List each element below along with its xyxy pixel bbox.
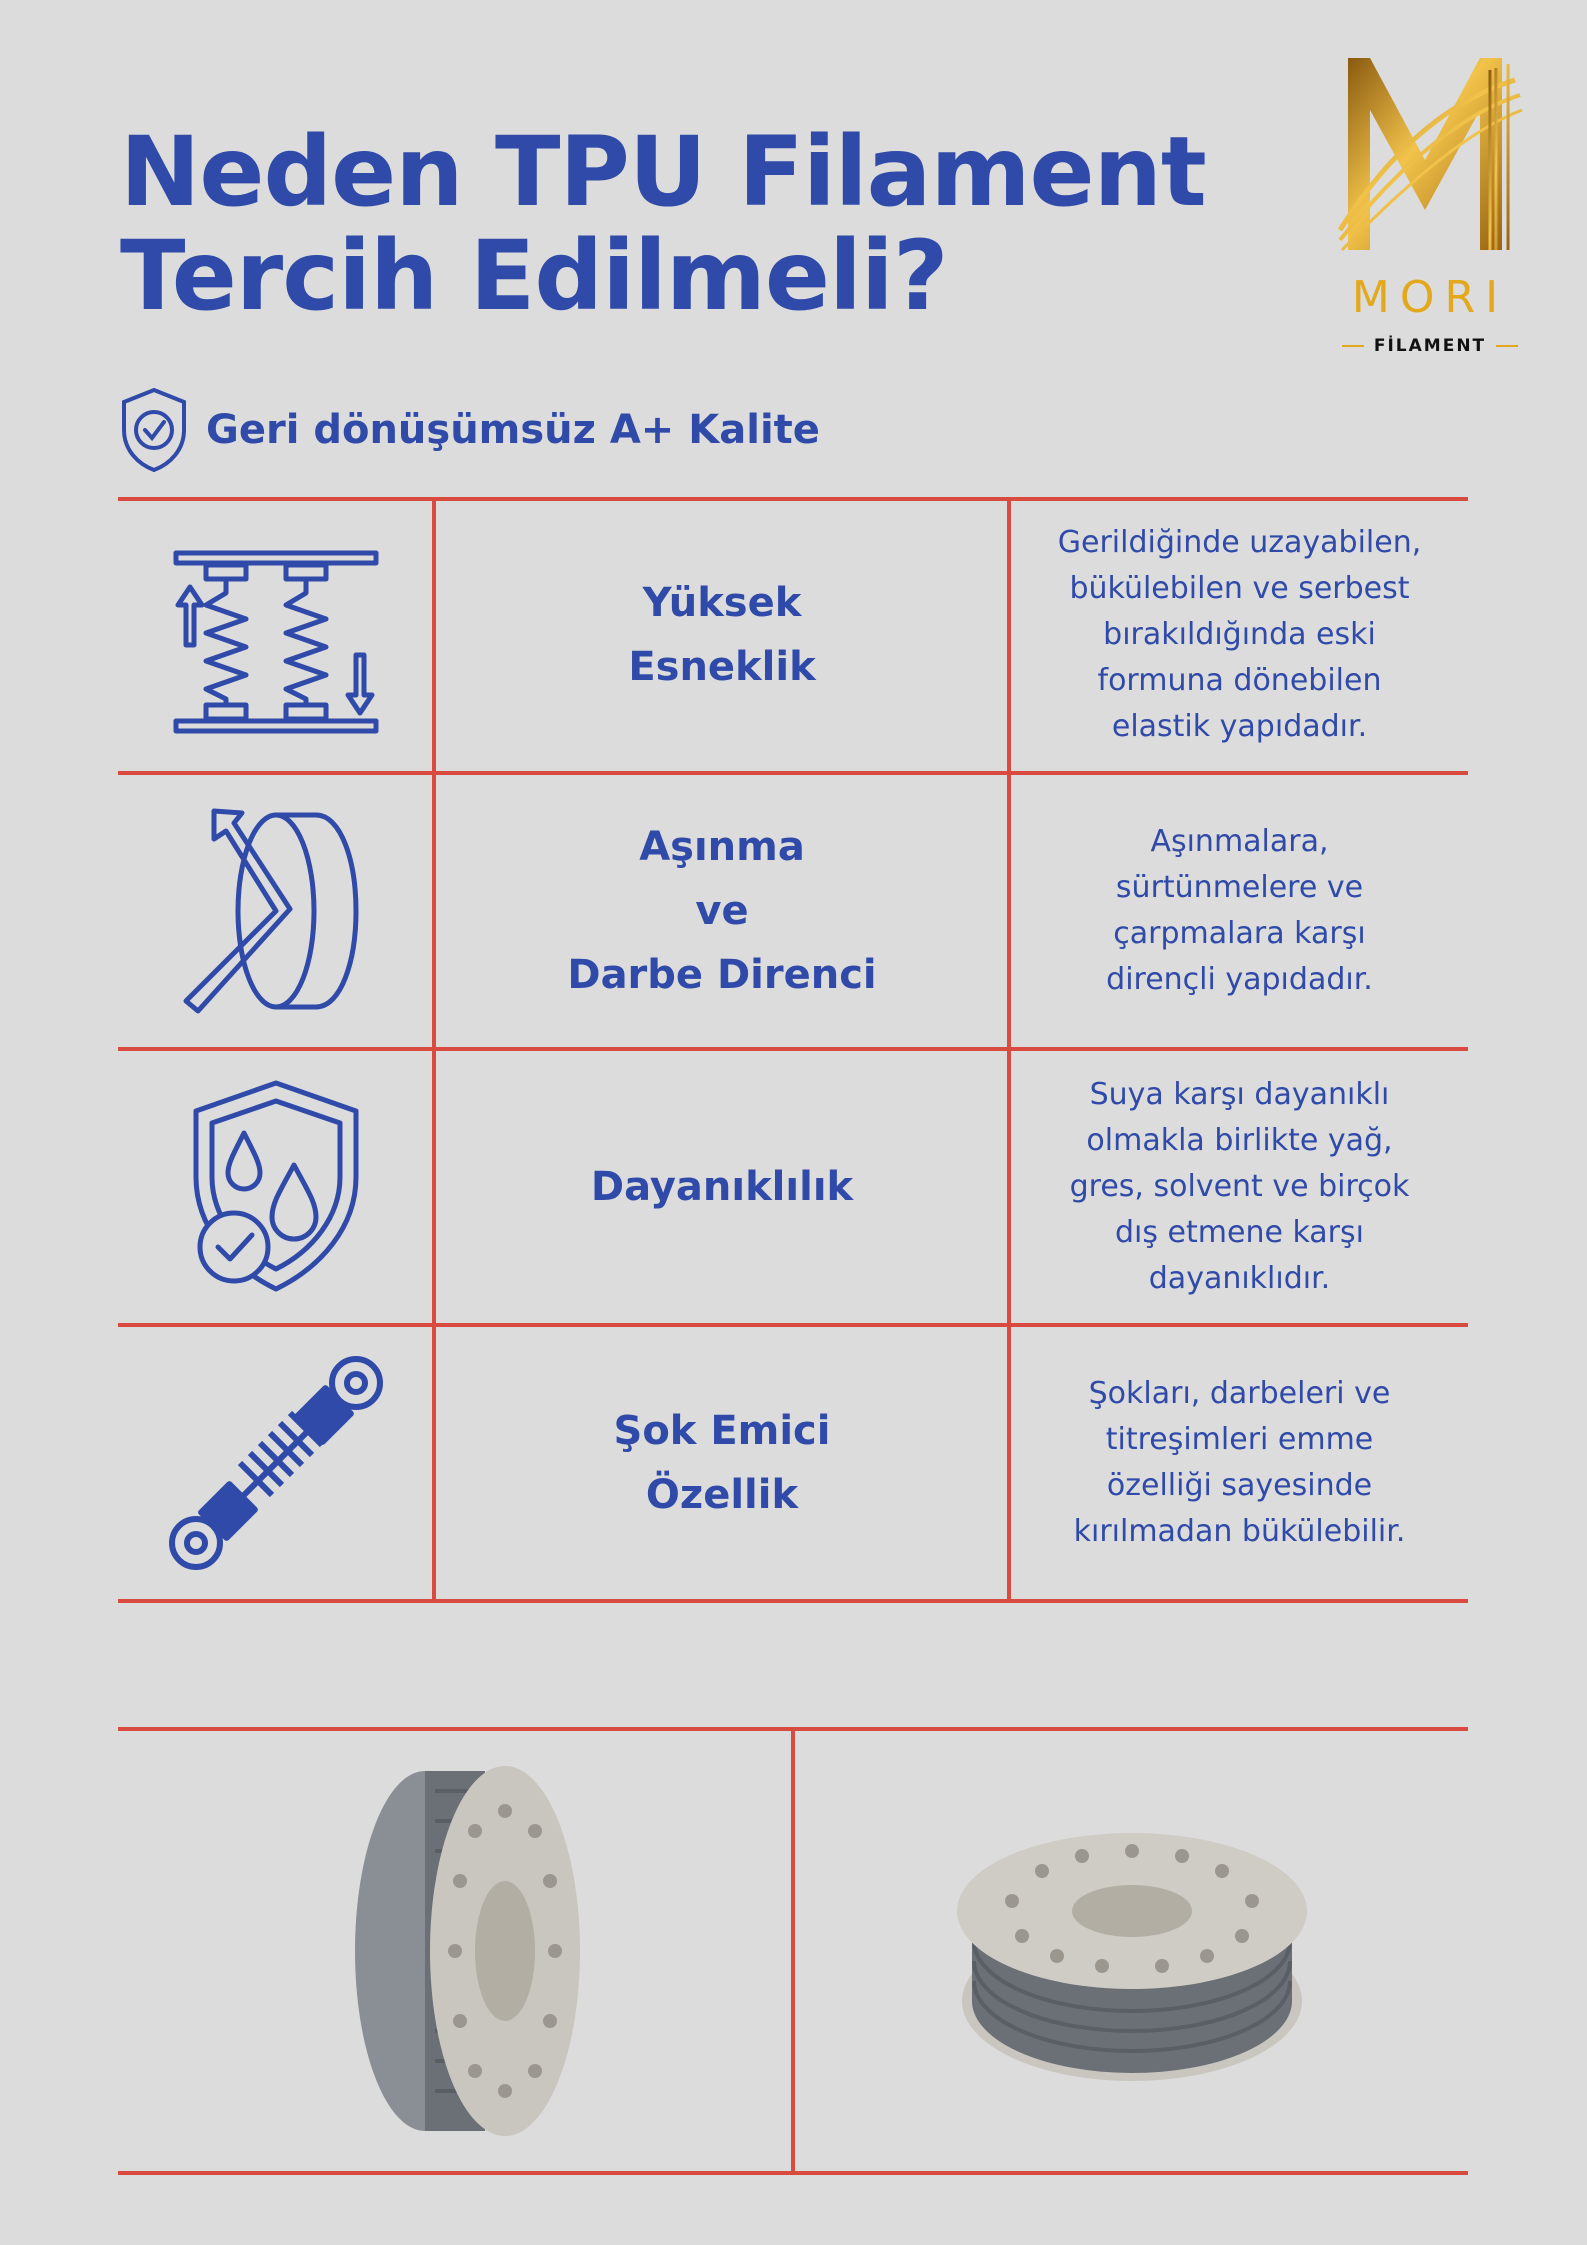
abrasion-impact-icon [156, 791, 396, 1031]
features-table [118, 497, 1468, 1603]
feature-title: Yüksek Esneklik [628, 580, 816, 690]
product-photos [118, 1727, 1468, 2175]
shield-water-drop-icon [156, 1067, 396, 1307]
logo-subtitle: FİLAMENT [1330, 336, 1530, 356]
filament-spool-top-icon [922, 1751, 1342, 2151]
feature-row [118, 499, 1468, 771]
feature-description: Gerildiğinde uzayabilen, bükülebilen ve serbest bırakıldığında eski formuna dönebilen elastik yapıdadır. [1057, 525, 1422, 744]
page-title [120, 116, 1206, 332]
shock-absorber-icon [156, 1343, 396, 1583]
feature-title: Şok Emici Özellik [613, 1408, 831, 1518]
feature-row [118, 775, 1468, 1047]
badge-text: Geri dönüşümsüz A+ Kalite [206, 407, 820, 453]
spool-top-photo [795, 1727, 1468, 2175]
title-line-2: Tercih Edilmeli? [120, 220, 948, 332]
title-line-1: Neden TPU Filament [120, 116, 1206, 228]
spring-elasticity-icon [156, 515, 396, 755]
feature-title: Aşınma ve Darbe Direnci [567, 824, 877, 998]
feature-description: Şokları, darbeleri ve titreşimleri emme özelliği sayesinde kırılmadan bükülebilir. [1073, 1376, 1406, 1549]
spool-side-photo [118, 1727, 791, 2175]
logo-name: MORI [1351, 272, 1509, 323]
feature-description: Suya karşı dayanıklı olmakla birlikte yağ, gres, solvent ve birçok dış etmene karşı dayanıklıdır. [1069, 1077, 1410, 1296]
quality-badge [118, 385, 820, 475]
feature-row [118, 1051, 1468, 1323]
filament-spool-side-icon [245, 1751, 665, 2151]
shield-check-icon [118, 386, 190, 474]
feature-row [118, 1327, 1468, 1599]
feature-description: Aşınmalara, sürtünmelere ve çarpmalara karşı dirençli yapıdadır. [1106, 824, 1373, 997]
feature-title: Dayanıklılık [590, 1164, 854, 1210]
